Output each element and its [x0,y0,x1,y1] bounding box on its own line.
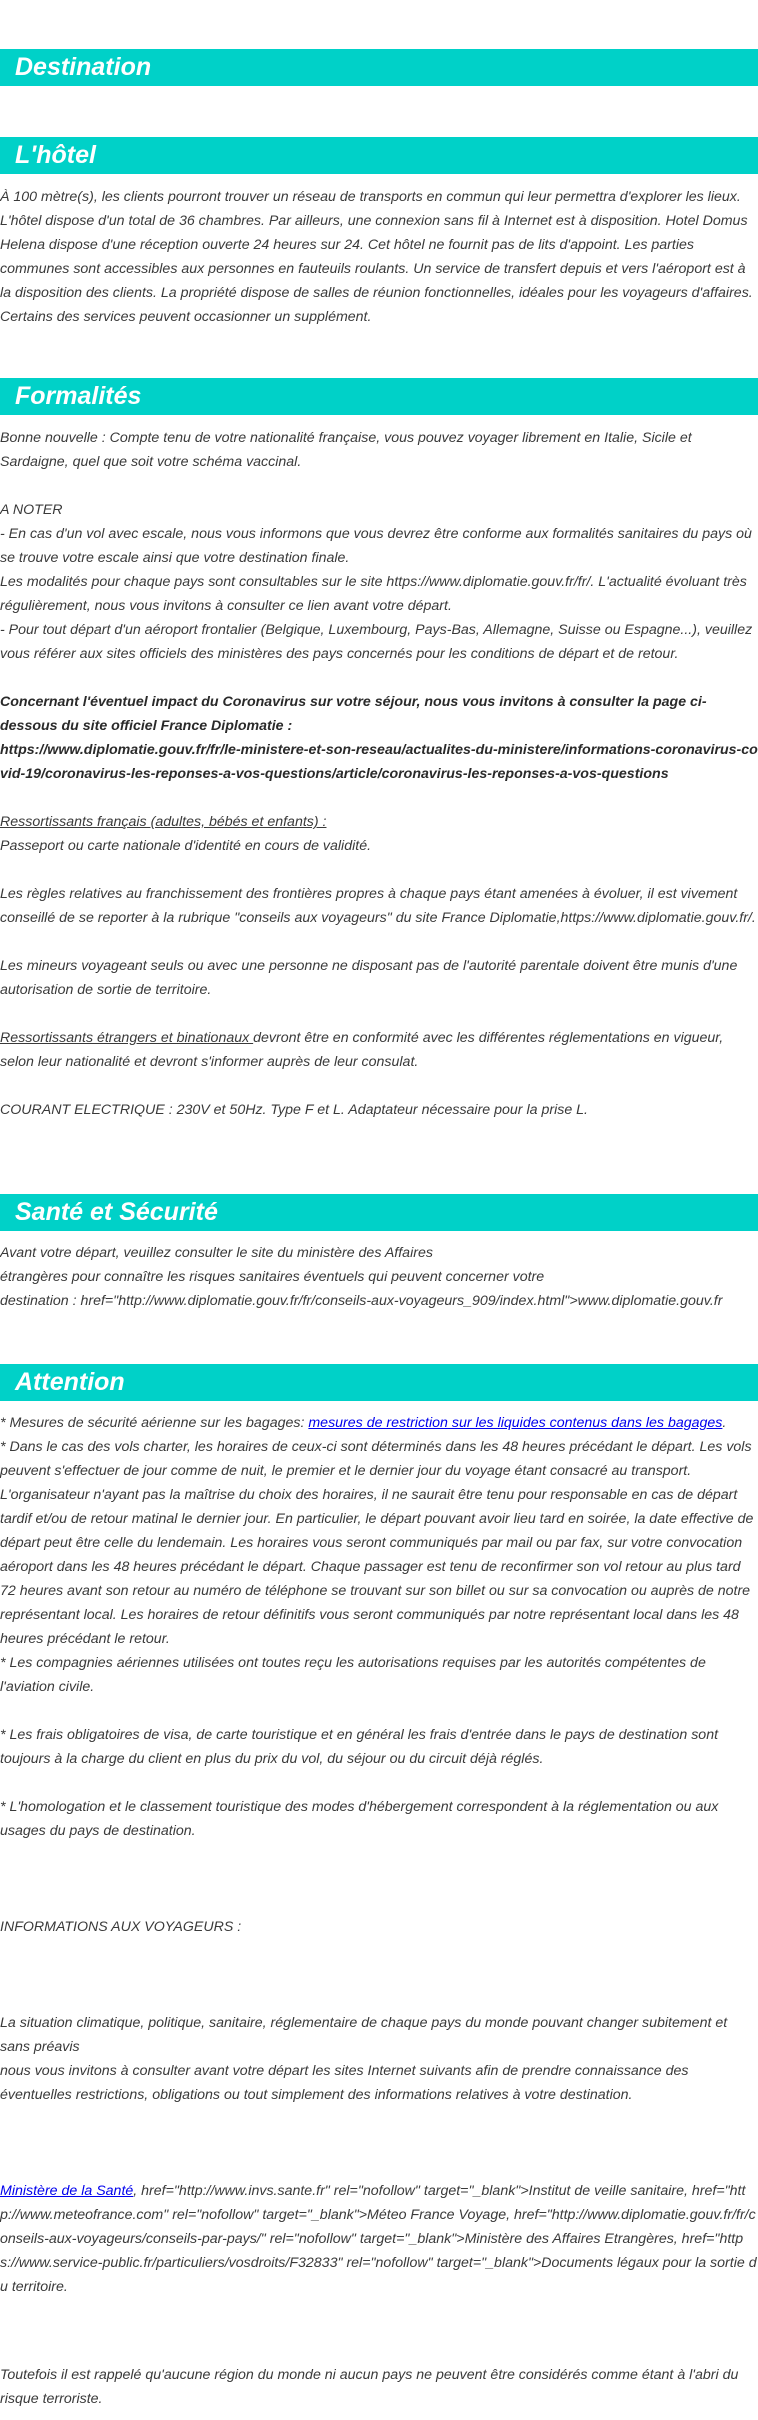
a-noter-frontalier: - Pour tout départ d'un aéroport frontalier (Belgique, Luxembourg, Pays-Bas, Allemagne, Suisse ou Espagne...), veuillez vous référer aux sites officiels des ministères des pays concernés pour les conditions de départ et de retour. [0,622,753,662]
sante-line-2: étrangères pour connaître les risques sanitaires éventuels qui peuvent concerner votre [0,1269,545,1285]
hotel-description [0,185,758,329]
sites-links [0,2179,758,2299]
sites-links-rest: , href="http://www.invs.sante.fr" rel="nofollow" target="_blank">Institut de veille sanitaire, href="http://www.meteofrance.com" rel="nofollow" target="_blank">Méteo France Voyage, href="http://www.diplomatie.gouv.fr/fr/conseils-aux-voyageurs/conseils-par-pays/" rel="nofollow" target="_blank">Ministère des Affaires Etrangères, href="https://www.service-public.fr/particuliers/vosdroits/F32833" rel="nofollow" target="_blank">Documents légaux pour la sortie du territoire. [0,2183,757,2295]
ressortissants-francais-text: Passeport ou carte nationale d'identité en cours de validité. [0,838,372,854]
compagnies-aeriennes: * Les compagnies aériennes utilisées ont toutes reçu les autorisations requises par les autorités compétentes de l'aviation civile. [0,1655,706,1695]
etrangers-text [0,1026,758,1074]
risque-terroriste: Toutefois il est rappelé qu'aucune région du monde ni aucun pays ne peuvent être considérés comme étant à l'abri du risque terroriste. [0,2367,739,2407]
sante-content [0,1241,758,1313]
a-noter-escale: - En cas d'un vol avec escale, nous vous informons que vous devrez être conforme aux formalités sanitaires du pays où se trouve votre escale ainsi que votre destination finale. [0,526,752,566]
formalites-good-news: Bonne nouvelle : Compte tenu de votre nationalité française, vous pouvez voyager librement en Italie, Sicile et Sardaigne, quel que soit votre schéma vaccinal. [0,430,692,470]
situation-climatique [0,2011,758,2107]
section-header-hotel: L'hôtel [0,137,758,174]
bagages-prefix: * Mesures de sécurité aérienne sur les bagages: [0,1415,309,1431]
courant-electrique: COURANT ELECTRIQUE : 230V et 50Hz. Type F et L. Adaptateur nécessaire pour la prise L. [0,1102,588,1118]
ressortissants-francais-title: Ressortissants français (adultes, bébés et enfants) : [0,814,327,830]
homologation: * L'homologation et le classement touristique des modes d'hébergement correspondent à la réglementation ou aux usages du pays de destination. [0,1799,719,1839]
informations-voyageurs: INFORMATIONS AUX VOYAGEURS : [0,1919,242,1935]
sante-line-1: Avant votre départ, veuillez consulter le site du ministère des Affaires [0,1245,433,1261]
section-header-destination: Destination [0,49,758,86]
bagages-suffix: . [722,1415,727,1431]
etrangers-title: Ressortissants étrangers et binationaux [0,1030,254,1046]
frais-visa: * Les frais obligatoires de visa, de carte touristique et en général les frais d'entrée dans le pays de destination sont toujours à la charge du client en plus du prix du vol, du séjour ou du circuit déjà réglés. [0,1727,719,1767]
liquides-restriction-link[interactable]: mesures de restriction sur les liquides contenus dans les bagages [308,1415,723,1431]
section-header-formalites: Formalités [0,378,758,415]
ministere-sante-link[interactable]: Ministère de la Santé [0,2183,134,2199]
climat-line-1: La situation climatique, politique, sanitaire, réglementaire de chaque pays du monde pouvant changer subitement et sans préavis [0,2015,728,2055]
frontieres-text: Les règles relatives au franchissement des frontières propres à chaque pays étant amenées à évoluer, il est vivement conseillé de se reporter à la rubrique "conseils aux voyageurs" du site France Diplomatie,https://www.diplomatie.gouv.fr/. [0,886,756,926]
etrangers-rest: devront être en conformité avec les différentes réglementations en vigueur, selon leur nationalité et devront s'informer auprès de leur consulat. [0,1030,724,1070]
a-noter-modalites: Les modalités pour chaque pays sont consultables sur le site https://www.diplomatie.gouv.fr/fr/. L'actualité évoluant très régulièrement, nous vous invitons à consulter ce lien avant votre départ. [0,574,747,614]
mineurs-text: Les mineurs voyageant seuls ou avec une personne ne disposant pas de l'autorité parentale doivent être munis d'une autorisation de sortie de territoire. [0,958,738,998]
a-noter-title: A NOTER [0,502,63,518]
coronavirus-notice: Concernant l'éventuel impact du Coronavirus sur votre séjour, nous vous invitons à consulter la page ci-dessous du site officiel France Diplomatie : [0,694,707,734]
hotel-text: À 100 mètre(s), les clients pourront trouver un réseau de transports en commun qui leur permettra d'explorer les lieux. L'hôtel dispose d'un total de 36 chambres. Par ailleurs, une connexion sans fil à Internet est à disposition. Hotel Domus Helena dispose d'une réception ouverte 24 heures sur 24. Cet hôtel ne fournit pas de lits d'appoint. Les parties communes sont accessibles aux personnes en fauteuils roulants. Un service de transfert depuis et vers l'aéroport est à la disposition des clients. La propriété dispose de salles de réunion fonctionnelles, idéales pour les voyageurs d'affaires. Certains des services peuvent occasionner un supplément. [0,189,753,325]
section-header-sante: Santé et Sécurité [0,1194,758,1231]
climat-line-2: nous vous invitons à consulter avant votre départ les sites Internet suivants afin de prendre connaissance des éventuelles restrictions, obligations ou tout simplement des informations relatives à votre destination. [0,2063,689,2103]
section-header-attention: Attention [0,1364,758,1401]
charter-horaires: * Dans le cas des vols charter, les horaires de ceux-ci sont déterminés dans les 48 heures précédant le départ. Les vols peuvent s'effectuer de jour comme de nuit, le premier et le dernier jour du voyage étant consacré au transport. L'organisateur n'ayant pas la maîtrise du choix des horaires, il ne saurait être tenu pour responsable en cas de départ tardif et/ou de retour matinal le dernier jour. En particulier, le départ pouvant avoir lieu tard en soirée, la date effective de départ peut être celle du lendemain. Les horaires vous seront communiqués par mail ou par fax, sur votre convocation aéroport dans les 48 heures précédant le départ. Chaque passager est tenu de reconfirmer son vol retour au plus tard 72 heures avant son retour au numéro de téléphone se trouvant sur son billet ou sur sa convocation ou auprès de notre représentant local. Les horaires de retour définitifs vous seront communiqués par notre représentant local dans les 48 heures précédant le retour. [0,1439,754,1647]
bagages-mesures [0,1411,758,1435]
sites-links-text [0,2179,758,2299]
coronavirus-url: https://www.diplomatie.gouv.fr/fr/le-ministere-et-son-reseau/actualites-du-ministere/informations-coronavirus-covid-19/coronavirus-les-reponses-a-vos-questions/article/coronavirus-les-reponses-a-vos-questions [0,742,758,782]
sante-line-3: destination : href="http://www.diplomatie.gouv.fr/fr/conseils-aux-voyageurs_909/index.html">www.diplomatie.gouv.fr [0,1293,723,1309]
attention-content [0,1411,758,1843]
formalites-content [0,426,758,1122]
